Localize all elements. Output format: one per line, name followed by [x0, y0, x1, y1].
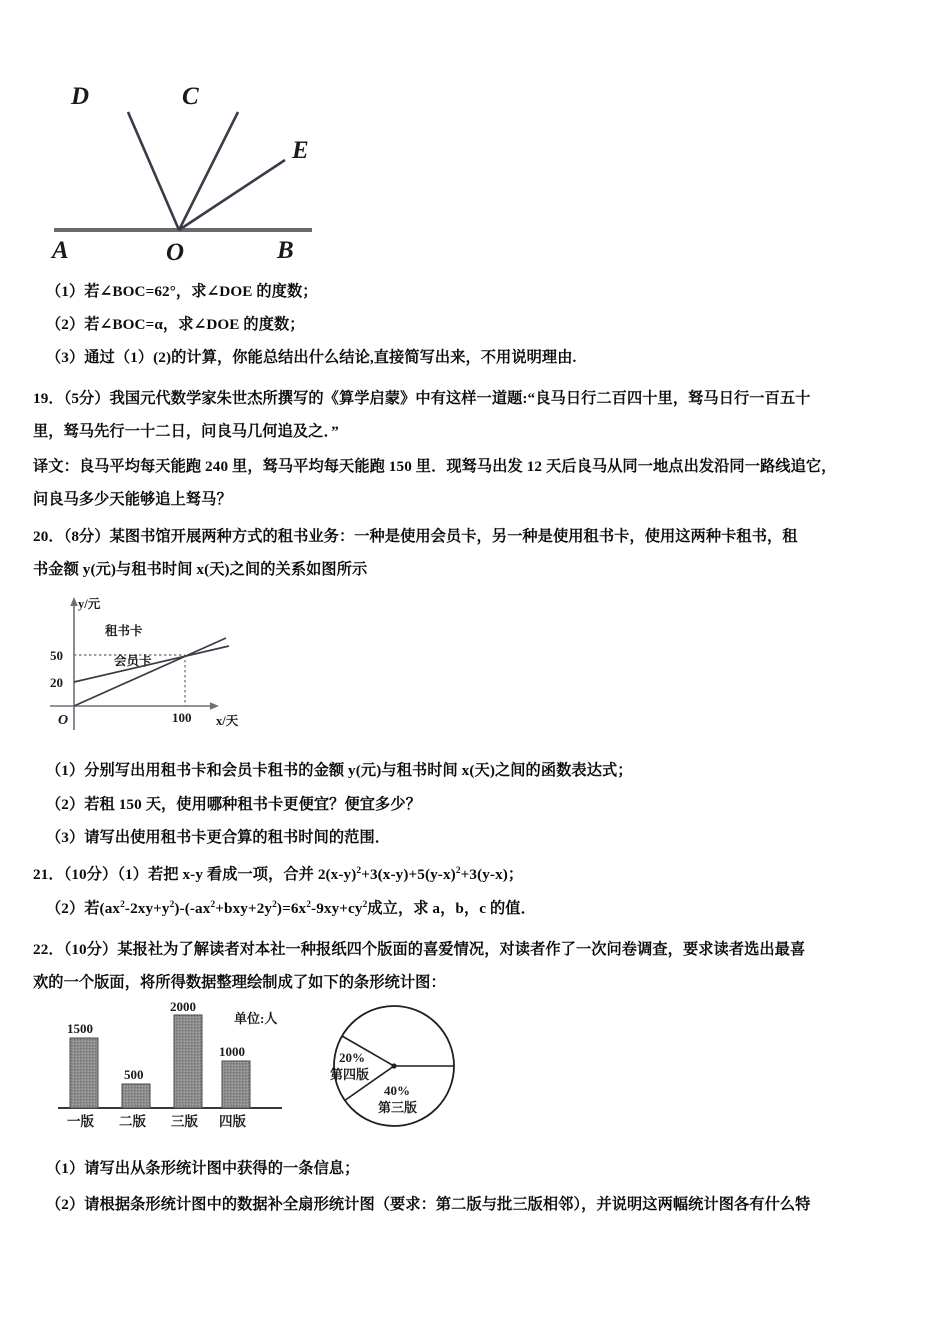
- bar-item: [70, 1038, 98, 1108]
- q21b-c: )-(-ax: [174, 900, 211, 917]
- q21-sup-1: 2: [356, 865, 362, 876]
- q21b-s2: 2: [169, 899, 175, 910]
- newspaper-page-preference-pie-chart: [322, 1000, 487, 1142]
- x-axis-arrow: [210, 702, 219, 710]
- q21b-s1: 2: [120, 899, 125, 910]
- bar-item: [122, 1084, 150, 1108]
- angle-label-B: B: [277, 237, 294, 264]
- q19-line-4: 问良马多少天能够追上驽马？: [33, 491, 232, 508]
- pie-slice-percent: 20%: [339, 1050, 365, 1065]
- q21-line-2: [46, 900, 536, 918]
- bar-unit-label: 单位:人: [234, 1011, 278, 1026]
- q21-sup-2: 2: [455, 865, 461, 876]
- q21b-g: 成立，求 a，b，c 的值．: [367, 900, 536, 917]
- q21b-s6: 2: [362, 899, 368, 910]
- bar-item: [222, 1061, 250, 1108]
- q21b-s4: 2: [272, 899, 277, 910]
- angle-label-D: D: [71, 83, 90, 110]
- pie-center-dot: [391, 1063, 396, 1068]
- angle-diagram: [40, 62, 360, 267]
- q19-line-2: 里，驽马先行一十二日，问良马几何追及之．”: [33, 423, 339, 440]
- ray-OE: [179, 160, 285, 230]
- bar-category-label: 一版: [67, 1114, 94, 1129]
- q20-line-1: 20．（8分）某图书馆开展两种方式的租书业务：一种是使用会员卡，另一种是使用租书卡，使用这两种卡租书，租: [33, 528, 798, 545]
- bar-value-label: 1500: [67, 1021, 93, 1036]
- angle-label-O: O: [166, 239, 185, 266]
- newspaper-page-preference-bar-chart: [56, 1000, 311, 1142]
- angle-label-A: A: [52, 237, 69, 264]
- bar-category-label: 四版: [219, 1114, 246, 1129]
- q20-part-1: （1）分别写出用租书卡和会员卡租书的金额 y(元)与租书时间 x(天)之间的函数表达式；: [46, 762, 633, 779]
- angle-label-E: E: [292, 137, 309, 164]
- q20-part-2: （2）若租 150 天，使用哪种租书卡更便宜？便宜多少？: [46, 796, 421, 813]
- series-label-member-card: 会员卡: [114, 654, 152, 668]
- pie-slice-label: 第三版: [378, 1100, 418, 1115]
- y-axis-arrow: [70, 597, 78, 606]
- q19-line-3: 译文：良马平均每天能跑 240 里，驽马平均每天能跑 150 里．现驽马出发 12 天后良马从同一地点出发沿同一路线追它，: [33, 458, 837, 475]
- q20-part-3: （3）请写出使用租书卡更合算的租书时间的范围．: [46, 829, 391, 846]
- q21b-f: -9xy+cy: [311, 900, 363, 917]
- bar-value-label: 2000: [170, 1000, 196, 1014]
- pie-slice-percent: 40%: [384, 1083, 410, 1098]
- angle-label-C: C: [182, 83, 199, 110]
- series-label-rental-card: 租书卡: [105, 624, 143, 638]
- q22-part-1: （1）请写出从条形统计图中获得的一条信息；: [46, 1160, 360, 1177]
- bar-category-label: 三版: [171, 1114, 198, 1129]
- q21-text-b: +3(x-y)+5(y-x): [361, 866, 456, 883]
- bar-category-label: 二版: [119, 1114, 146, 1129]
- series-line-rental-card: [74, 638, 226, 706]
- q21b-s5: 2: [306, 899, 312, 910]
- x-tick-100: 100: [172, 710, 192, 725]
- q22-part-2: （2）请根据条形统计图中的数据补全扇形统计图（要求：第二版与批三版相邻），并说明这两幅统计图各有什么特: [46, 1196, 811, 1213]
- q22-line-2: 欢的一个版面，将所得数据整理绘制成了如下的条形统计图：: [33, 974, 446, 991]
- x-axis-label: x/天: [216, 714, 239, 728]
- rental-cost-line-graph: [44, 592, 314, 740]
- q21b-a: （2）若(ax: [46, 900, 121, 917]
- q21b-s3: 2: [210, 899, 216, 910]
- pie-slice-label: 第四版: [330, 1067, 370, 1082]
- bar-item: [174, 1015, 202, 1108]
- q18-part-3: （3）通过（1）(2)的计算，你能总结出什么结论,直接简写出来，不用说明理由.: [46, 349, 577, 366]
- q21b-b: -2xy+y: [124, 900, 170, 917]
- y-tick-20: 20: [50, 675, 63, 690]
- q21b-d: +bxy+2y: [215, 900, 273, 917]
- q21-text-c: +3(y-x)；: [460, 866, 524, 883]
- q18-part-2: （2）若∠BOC=α，求∠DOE 的度数；: [46, 316, 305, 333]
- y-axis-label: y/元: [78, 597, 101, 611]
- q21-text-a: 21．（10分）（1）若把 x-y 看成一项，合并 2(x-y): [33, 866, 357, 883]
- y-tick-50: 50: [50, 648, 63, 663]
- origin-label-O: O: [58, 713, 69, 728]
- q21-line-1: [33, 866, 523, 884]
- q20-line-2: 书金额 y(元)与租书时间 x(天)之间的关系如图所示: [33, 561, 368, 578]
- ray-OC: [179, 112, 238, 230]
- q21b-e: )=6x: [276, 900, 307, 917]
- q19-line-1: 19．（5分）我国元代数学家朱世杰所撰写的《算学启蒙》中有这样一道题:“良马日行二百四十里，驽马日行一百五十: [33, 390, 811, 407]
- ray-OD: [128, 112, 179, 230]
- q18-part-1: （1）若∠BOC=62°，求∠DOE 的度数；: [46, 283, 318, 300]
- bar-value-label: 500: [124, 1067, 144, 1082]
- q22-line-1: 22．（10分）某报社为了解读者对本社一种报纸四个版面的喜爱情况，对读者作了一次问卷调查，要求读者选出最喜: [33, 941, 806, 958]
- bar-value-label: 1000: [219, 1044, 245, 1059]
